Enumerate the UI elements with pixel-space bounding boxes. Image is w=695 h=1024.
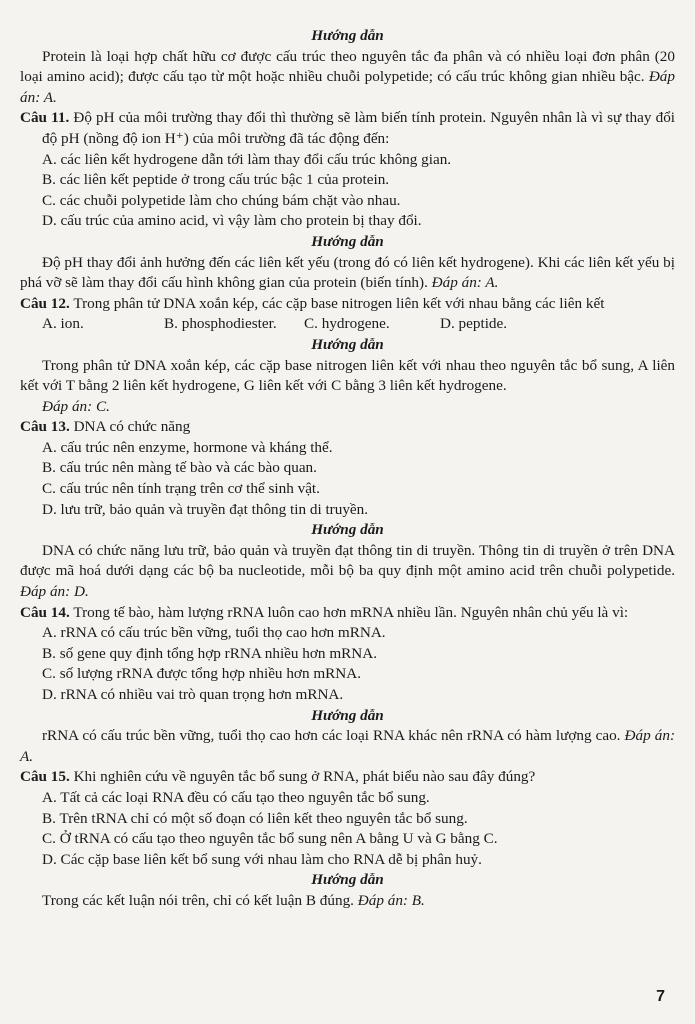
question-number: Câu 11. — [20, 109, 70, 127]
guide-text: Độ pH thay đổi ảnh hưởng đến các liên kết yếu (trong đó có liên kết hydrogene). Khi các liên kết yếu bị phá vỡ sẽ làm thay đổi cấu hình không gian của protein (biến tính). — [20, 253, 675, 292]
answer-option: A. các liên kết hydrogene dẫn tới làm thay đổi cấu trúc không gian. — [42, 150, 452, 168]
guide-heading: Hướng dẫn — [311, 871, 384, 889]
answer-option: C. hydrogene. — [304, 315, 390, 333]
question-number: Câu 15. — [20, 768, 70, 786]
answer-option: A. rRNA có cấu trúc bền vững, tuổi thọ cao hơn mRNA. — [42, 624, 386, 642]
question-number: Câu 13. — [20, 418, 70, 436]
answer-option: C. số lượng rRNA được tổng hợp nhiều hơn mRNA. — [42, 665, 362, 683]
answer-option: B. phosphodiester. — [164, 315, 277, 333]
answer-line — [20, 397, 675, 418]
guide-paragraph — [20, 47, 675, 109]
answer-options-row — [20, 314, 675, 335]
guide-paragraph — [20, 891, 675, 912]
question-text: Độ pH của môi trường thay đổi thì thường sẽ làm biến tính protein. Nguyên nhân là vì sự thay đổi độ pH (nồng độ ion H⁺) của môi trường đã tác động đến: — [42, 109, 676, 147]
question-text: Khi nghiên cứu về nguyên tắc bổ sung ở RNA, phát biểu nào sau đây đúng? — [73, 768, 536, 786]
question — [20, 108, 675, 149]
guide-heading: Hướng dẫn — [311, 232, 384, 250]
answer-key: Đáp án: C. — [42, 397, 110, 415]
question — [20, 767, 675, 788]
answer-option: D. Các cặp base liên kết bổ sung với nhau làm cho RNA dễ bị phân huỷ. — [42, 850, 482, 868]
answer-key: Đáp án: B. — [357, 891, 425, 909]
guide-text: Trong các kết luận nói trên, chỉ có kết luận B đúng. — [42, 891, 354, 909]
question — [20, 294, 675, 315]
answer-option: D. cấu trúc của amino acid, vì vậy làm cho protein bị thay đổi. — [42, 212, 422, 230]
question-text: DNA có chức năng — [73, 418, 191, 436]
guide-heading: Hướng dẫn — [311, 335, 384, 353]
answer-option: B. cấu trúc nên màng tế bào và các bào quan. — [42, 459, 317, 477]
guide-text: Trong phân tử DNA xoắn kép, các cặp base nitrogen liên kết với nhau theo nguyên tắc bổ sung, A liên kết với T bằng 2 liên kết hydrogene, G liên kết với C bằng 3 liên kết hydrogene. — [20, 356, 675, 395]
question-text: Trong phân tử DNA xoắn kép, các cặp base nitrogen liên kết với nhau bằng các liên kết — [73, 294, 605, 312]
answer-option: D. lưu trữ, bảo quản và truyền đạt thông tin di truyền. — [42, 500, 369, 518]
guide-paragraph — [20, 541, 675, 603]
guide-paragraph — [20, 356, 675, 397]
answer-option: D. rRNA có nhiều vai trò quan trọng hơn mRNA. — [42, 686, 344, 703]
answer-key: Đáp án: A. — [20, 68, 675, 106]
guide-paragraph — [20, 726, 675, 767]
question — [20, 603, 675, 624]
guide-heading: Hướng dẫn — [311, 521, 384, 539]
guide-text: DNA có chức năng lưu trữ, bảo quản và truyền đạt thông tin di truyền. Thông tin di truyền ở trên DNA được mã hoá dưới dạng các bộ ba nucleotide, mỗi bộ ba quy định một amino acid trên chuỗi polypetide. — [20, 541, 675, 580]
guide-text: Protein là loại hợp chất hữu cơ được cấu trúc theo nguyên tắc đa phân và có nhiều loại đơn phân (20 loại amino acid); được cấu tạo từ một hoặc nhiều chuỗi polypetide; có cấu trúc không gian nhiều bậc. — [20, 47, 675, 86]
page-content — [20, 26, 675, 912]
answer-option: B. các liên kết peptide ở trong cấu trúc bậc 1 của protein. — [42, 171, 390, 189]
answer-option: B. Trên tRNA chỉ có một số đoạn có liên kết theo nguyên tắc bổ sung. — [42, 809, 468, 827]
answer-option: A. ion. — [42, 315, 84, 333]
answer-key: Đáp án: A. — [20, 727, 675, 765]
answer-option: D. peptide. — [440, 315, 508, 333]
answer-option: B. số gene quy định tổng hợp rRNA nhiều hơn mRNA. — [42, 644, 377, 662]
answer-option: A. cấu trúc nên enzyme, hormone và kháng thể. — [42, 438, 333, 456]
answer-key: Đáp án: A. — [431, 274, 499, 292]
guide-heading: Hướng dẫn — [311, 27, 384, 44]
question — [20, 417, 675, 438]
question-text: Trong tế bào, hàm lượng rRNA luôn cao hơn mRNA nhiều lần. Nguyên nhân chủ yếu là vì: — [73, 603, 629, 621]
question-number: Câu 12. — [20, 294, 70, 312]
guide-paragraph — [20, 253, 675, 294]
answer-option: C. cấu trúc nên tính trạng trên cơ thể sinh vật. — [42, 480, 320, 498]
guide-heading: Hướng dẫn — [311, 706, 384, 724]
guide-text: rRNA có cấu trúc bền vững, tuổi thọ cao hơn các loại RNA khác nên rRNA có hàm lượng cao. — [42, 727, 621, 745]
answer-option: C. Ở tRNA có cấu tạo theo nguyên tắc bổ sung nên A bằng U và G bằng C. — [42, 830, 498, 848]
answer-key: Đáp án: D. — [20, 583, 89, 601]
page-number: 7 — [656, 988, 665, 1005]
answer-option: A. Tất cả các loại RNA đều có cấu tạo theo nguyên tắc bổ sung. — [42, 788, 430, 806]
answer-option: C. các chuỗi polypetide làm cho chúng bám chặt vào nhau. — [42, 191, 401, 209]
question-number: Câu 14. — [20, 603, 70, 621]
